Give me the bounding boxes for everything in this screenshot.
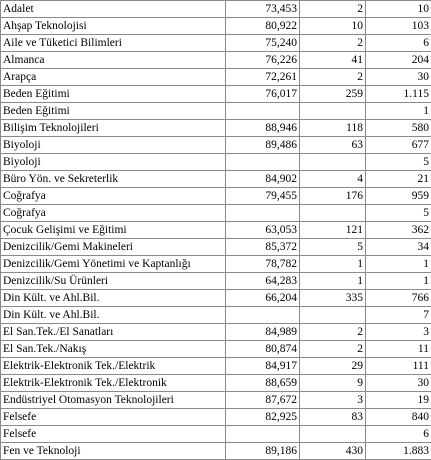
cell-branch-name[interactable]: Denizcilik/Gemi Yönetimi ve Kaptanlığı [1,256,226,273]
cell-quota[interactable]: 29 [300,358,366,375]
cell-count[interactable]: 1 [366,273,431,290]
cell-quota[interactable]: 41 [300,52,366,69]
cell-branch-name[interactable]: Denizcilik/Su Ürünleri [1,273,226,290]
cell-branch-name[interactable]: Biyoloji [1,137,226,154]
cell-count[interactable]: 362 [366,222,431,239]
cell-count[interactable]: 111 [366,358,431,375]
cell-quota[interactable]: 118 [300,120,366,137]
cell-quota[interactable] [300,205,366,222]
cell-score[interactable] [226,426,300,443]
cell-branch-name[interactable]: Ahşap Teknolojisi [1,18,226,35]
cell-branch-name[interactable]: Endüstriyel Otomasyon Teknolojileri [1,392,226,409]
cell-score[interactable] [226,307,300,324]
cell-count[interactable]: 6 [366,35,431,52]
cell-branch-name[interactable]: Elektrik-Elektronik Tek./Elektronik [1,375,226,392]
table-row [1,52,431,69]
cell-quota[interactable] [300,307,366,324]
cell-count[interactable]: 30 [366,375,431,392]
cell-score[interactable]: 85,372 [226,239,300,256]
cell-quota[interactable]: 9 [300,375,366,392]
table-row [1,103,431,120]
cell-branch-name[interactable]: Coğrafya [1,188,226,205]
cell-count[interactable]: 5 [366,154,431,171]
table-row [1,86,431,103]
cell-score[interactable]: 79,455 [226,188,300,205]
cell-quota[interactable]: 2 [300,69,366,86]
table-row [1,239,431,256]
table-row [1,137,431,154]
cell-quota[interactable]: 2 [300,341,366,358]
table-row [1,426,431,443]
cell-branch-name[interactable]: Bilişim Teknolojileri [1,120,226,137]
cell-branch-name[interactable]: Beden Eğitimi [1,86,226,103]
cell-score[interactable]: 89,186 [226,443,300,460]
cell-count[interactable]: 21 [366,171,431,188]
cell-count[interactable]: 7 [366,307,431,324]
table-row [1,1,431,18]
cell-count[interactable]: 677 [366,137,431,154]
cell-quota[interactable]: 2 [300,1,366,18]
cell-count[interactable]: 580 [366,120,431,137]
cell-score[interactable] [226,103,300,120]
cell-score[interactable]: 87,672 [226,392,300,409]
cell-count[interactable]: 5 [366,205,431,222]
cell-count[interactable]: 10 [366,1,431,18]
cell-branch-name[interactable]: Din Kült. ve Ahl.Bil. [1,307,226,324]
cell-score[interactable] [226,154,300,171]
cell-quota[interactable]: 176 [300,188,366,205]
cell-count[interactable]: 103 [366,18,431,35]
cell-score[interactable] [226,205,300,222]
cell-count[interactable]: 34 [366,239,431,256]
cell-branch-name[interactable]: Aile ve Tüketici Bilimleri [1,35,226,52]
cell-quota[interactable]: 10 [300,18,366,35]
cell-count[interactable]: 3 [366,324,431,341]
cell-quota[interactable] [300,426,366,443]
cell-count[interactable]: 11 [366,341,431,358]
cell-score[interactable]: 76,017 [226,86,300,103]
cell-quota[interactable]: 121 [300,222,366,239]
table-row [1,324,431,341]
table-row [1,307,431,324]
cell-quota[interactable] [300,103,366,120]
cell-quota[interactable]: 5 [300,239,366,256]
table-row [1,392,431,409]
cell-quota[interactable]: 63 [300,137,366,154]
table-row [1,188,431,205]
cell-quota[interactable]: 1 [300,273,366,290]
cell-branch-name[interactable]: Beden Eğitimi [1,103,226,120]
cell-quota[interactable]: 259 [300,86,366,103]
cell-count[interactable]: 1 [366,256,431,273]
cell-quota[interactable]: 3 [300,392,366,409]
table-row [1,35,431,52]
cell-branch-name[interactable]: Coğrafya [1,205,226,222]
cell-branch-name[interactable]: Din Kült. ve Ahl.Bil. [1,290,226,307]
cell-quota[interactable]: 2 [300,324,366,341]
table-row [1,120,431,137]
cell-branch-name[interactable]: Felsefe [1,409,226,426]
cell-branch-name[interactable]: Adalet [1,1,226,18]
cell-branch-name[interactable]: Elektrik-Elektronik Tek./Elektrik [1,358,226,375]
table-row [1,409,431,426]
table-row [1,222,431,239]
table-row [1,375,431,392]
table-row [1,18,431,35]
cell-count[interactable]: 204 [366,52,431,69]
cell-score[interactable]: 80,874 [226,341,300,358]
cell-score[interactable]: 72,261 [226,69,300,86]
cell-score[interactable]: 84,989 [226,324,300,341]
cell-quota[interactable]: 335 [300,290,366,307]
cell-score[interactable]: 76,226 [226,52,300,69]
cell-quota[interactable]: 430 [300,443,366,460]
cell-score[interactable]: 73,453 [226,1,300,18]
table-row [1,341,431,358]
cell-score[interactable]: 63,053 [226,222,300,239]
cell-quota[interactable]: 83 [300,409,366,426]
cell-count[interactable]: 6 [366,426,431,443]
table-row [1,290,431,307]
table-body [1,1,431,460]
cell-score[interactable]: 82,925 [226,409,300,426]
cell-score[interactable]: 88,946 [226,120,300,137]
cell-count[interactable]: 766 [366,290,431,307]
cell-quota[interactable]: 2 [300,35,366,52]
table-row [1,154,431,171]
table-row [1,443,431,460]
cell-count[interactable]: 959 [366,188,431,205]
table-row [1,358,431,375]
cell-count[interactable]: 1 [366,103,431,120]
cell-score[interactable]: 78,782 [226,256,300,273]
cell-branch-name[interactable]: El San.Tek./Nakış [1,341,226,358]
cell-branch-name[interactable]: Arapça [1,69,226,86]
cell-branch-name[interactable]: Almanca [1,52,226,69]
cell-branch-name[interactable]: Biyoloji [1,154,226,171]
table-row [1,256,431,273]
cell-quota[interactable]: 4 [300,171,366,188]
table-row [1,273,431,290]
cell-score[interactable]: 80,922 [226,18,300,35]
cell-branch-name[interactable]: El San.Tek./El Sanatları [1,324,226,341]
table-row [1,205,431,222]
cell-count[interactable]: 30 [366,69,431,86]
table-row [1,171,431,188]
cell-quota[interactable]: 1 [300,256,366,273]
cell-count[interactable]: 1.115 [366,86,431,103]
cell-score[interactable]: 88,659 [226,375,300,392]
cell-quota[interactable] [300,154,366,171]
cell-score[interactable]: 84,902 [226,171,300,188]
cell-score[interactable]: 64,283 [226,273,300,290]
cell-score[interactable]: 89,486 [226,137,300,154]
cell-count[interactable]: 840 [366,409,431,426]
cell-branch-name[interactable]: Fen ve Teknoloji [1,443,226,460]
cell-branch-name[interactable]: Büro Yön. ve Sekreterlik [1,171,226,188]
cell-branch-name[interactable]: Denizcilik/Gemi Makineleri [1,239,226,256]
table-row [1,69,431,86]
cell-score[interactable]: 66,204 [226,290,300,307]
cell-count[interactable]: 1.883 [366,443,431,460]
cell-branch-name[interactable]: Çocuk Gelişimi ve Eğitimi [1,222,226,239]
cell-score[interactable]: 75,240 [226,35,300,52]
cell-score[interactable]: 84,917 [226,358,300,375]
cell-count[interactable]: 19 [366,392,431,409]
cell-branch-name[interactable]: Felsefe [1,426,226,443]
